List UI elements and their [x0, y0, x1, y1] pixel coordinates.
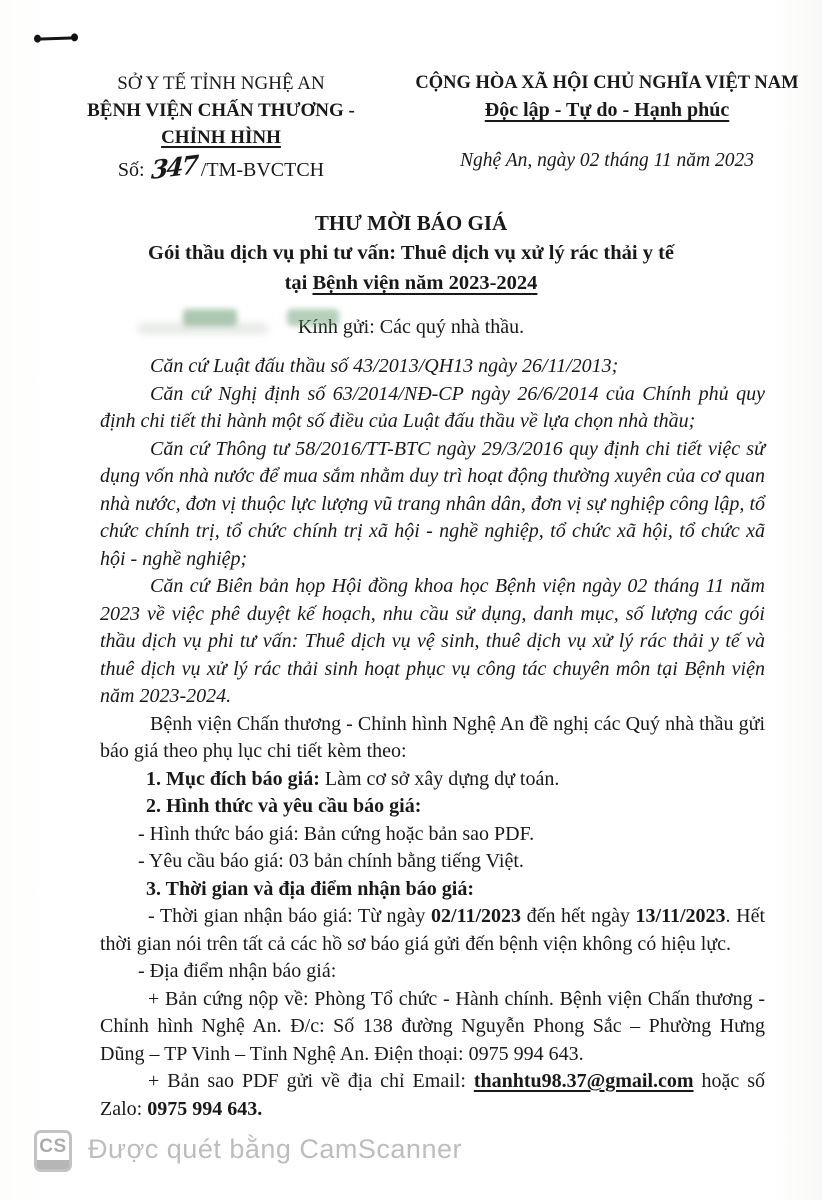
pen-mark	[34, 33, 78, 43]
camscanner-logo-strip	[37, 1160, 69, 1169]
legal-basis-4: Căn cứ Biên bản họp Hội đồng khoa học Bệnh viện ngày 02 tháng 11 năm 2023 về việc phê duyệt kế hoạch, nhu cầu sử dụng, danh mục, số lượng các gói thầu dịch vụ phi tư vấn: Thuê dịch vụ vệ sinh, thuê dịch vụ xử lý rác thải y tế và thuê dịch vụ xử lý rác thải sinh hoạt phục vụ công tác chuyên môn tại Bệnh viện năm 2023-2024.	[100, 575, 765, 707]
national-title: CỘNG HÒA XÃ HỘI CHỦ NGHĨA VIỆT NAM	[415, 73, 799, 93]
pdf-text: + Bản sao PDF gửi về địa chỉ Email:	[148, 1070, 474, 1092]
national-header-block	[402, 70, 812, 184]
package-title-prefix: tại	[284, 272, 313, 294]
green-highlight-smudge	[287, 309, 339, 326]
purpose-item-label: 1. Mục đích báo giá:	[146, 767, 320, 790]
time-text: đến hết ngày	[521, 905, 636, 927]
national-motto: Độc lập - Tự do - Hạnh phúc	[484, 99, 730, 121]
email-address: thanhtu98.37@gmail.com	[473, 1070, 694, 1092]
document-number-label: Số:	[117, 159, 145, 181]
time-place-item-label: 3. Thời gian và địa điểm nhận báo giá:	[146, 877, 475, 900]
deadline-end-date: 13/11/2023	[635, 905, 726, 927]
ink-bleed-ghost	[138, 323, 268, 334]
salutation: Kính gửi: Các quý nhà thầu.	[297, 316, 525, 338]
document-number-suffix: /TM-BVCTCH	[200, 159, 325, 181]
document-number-line	[46, 149, 396, 186]
pdf-text: hoặc số Zalo:	[100, 1070, 765, 1120]
pen-mark-dot	[71, 33, 78, 41]
camscanner-logo-icon	[34, 1130, 72, 1172]
legal-basis-1: Căn cứ Luật đấu thầu số 43/2013/QH13 ngày 26/11/2013;	[150, 355, 619, 377]
format-sub-item-1: - Hình thức báo giá: Bản cứng hoặc bản sao PDF.	[138, 822, 535, 845]
document-header	[0, 0, 822, 184]
legal-basis-3: Căn cứ Thông tư 58/2016/TT-BTC ngày 29/3/2016 quy định chi tiết việc sử dụng vốn nhà nước để mua sắm nhằm duy trì hoạt động thường xuyên của cơ quan nhà nước, đơn vị thuộc lực lượng vũ trang nhân dân, đơn vị sự nghiệp công lập, tổ chức chính trị, tổ chức chính trị xã hội - nghề nghiệp, tổ chức xã hội, tổ chức xã hội - nghề nghiệp;	[100, 437, 765, 570]
time-line	[100, 903, 765, 958]
date-place-line: Nghệ An, ngày 02 tháng 11 năm 2023	[460, 150, 754, 171]
format-item-label: 2. Hình thức và yêu cầu báo giá:	[146, 795, 422, 817]
package-title-line2	[0, 268, 822, 298]
purpose-item-text: Làm cơ sở xây dựng dự toán.	[319, 767, 560, 790]
place-line: - Địa điểm nhận báo giá:	[138, 960, 337, 982]
package-title-underlined: Bệnh viện năm 2023-2024	[312, 272, 538, 294]
document-title: THƯ MỜI BÁO GIÁ	[314, 211, 508, 235]
zalo-number: 0975 994 643.	[147, 1097, 263, 1120]
time-text: - Thời gian nhận báo giá: Từ ngày	[148, 905, 432, 927]
handwritten-document-number: 347	[149, 149, 198, 186]
legal-basis-2: Căn cứ Nghị định số 63/2014/NĐ-CP ngày 26/6/2014 của Chính phủ quy định chi tiết thi hành một số điều của Luật đấu thầu về lựa chọn nhà thầu;	[100, 382, 765, 432]
org-name-line1: BỆNH VIỆN CHẤN THƯƠNG -	[87, 100, 355, 121]
proposal-paragraph: Bệnh viện Chấn thương - Chỉnh hình Nghệ An đề nghị các Quý nhà thầu gửi báo giá theo phụ lục chi tiết kèm theo:	[100, 712, 765, 762]
camscanner-footer	[0, 1126, 822, 1186]
issuing-org-block	[46, 70, 396, 184]
format-sub-item-2: - Yêu cầu báo giá: 03 bản chính bằng tiếng Việt.	[138, 850, 524, 872]
org-name-line2: CHỈNH HÌNH	[161, 127, 281, 148]
title-block	[0, 208, 822, 298]
camscanner-logo-letters: CS	[39, 1136, 67, 1157]
deadline-start-date: 02/11/2023	[431, 905, 522, 927]
package-title-line1: Gói thầu dịch vụ phi tư vấn: Thuê dịch vụ xử lý rác thải y tế	[148, 242, 674, 264]
time-text: . Hết thời gian nói trên tất cả các hồ sơ báo giá gửi đến bệnh viện không có hiệu lực.	[100, 905, 765, 955]
hardcopy-address-line: + Bản cứng nộp về: Phòng Tổ chức - Hành chính. Bệnh viện Chấn thương - Chỉnh hình Nghệ An. Đ/c: Số 138 đường Nguyễn Phong Sắc – Phường Hưng Dũng – TP Vinh – Tỉnh Nghệ An. Điện thoại: 0975 994 643.	[100, 987, 765, 1065]
pdf-email-line	[100, 1068, 765, 1123]
org-department: SỞ Y TẾ TỈNH NGHỆ AN	[117, 73, 325, 94]
purpose-item	[100, 766, 765, 794]
document-body	[100, 353, 765, 1123]
camscanner-watermark-text: Được quét bằng CamScanner	[88, 1134, 462, 1164]
